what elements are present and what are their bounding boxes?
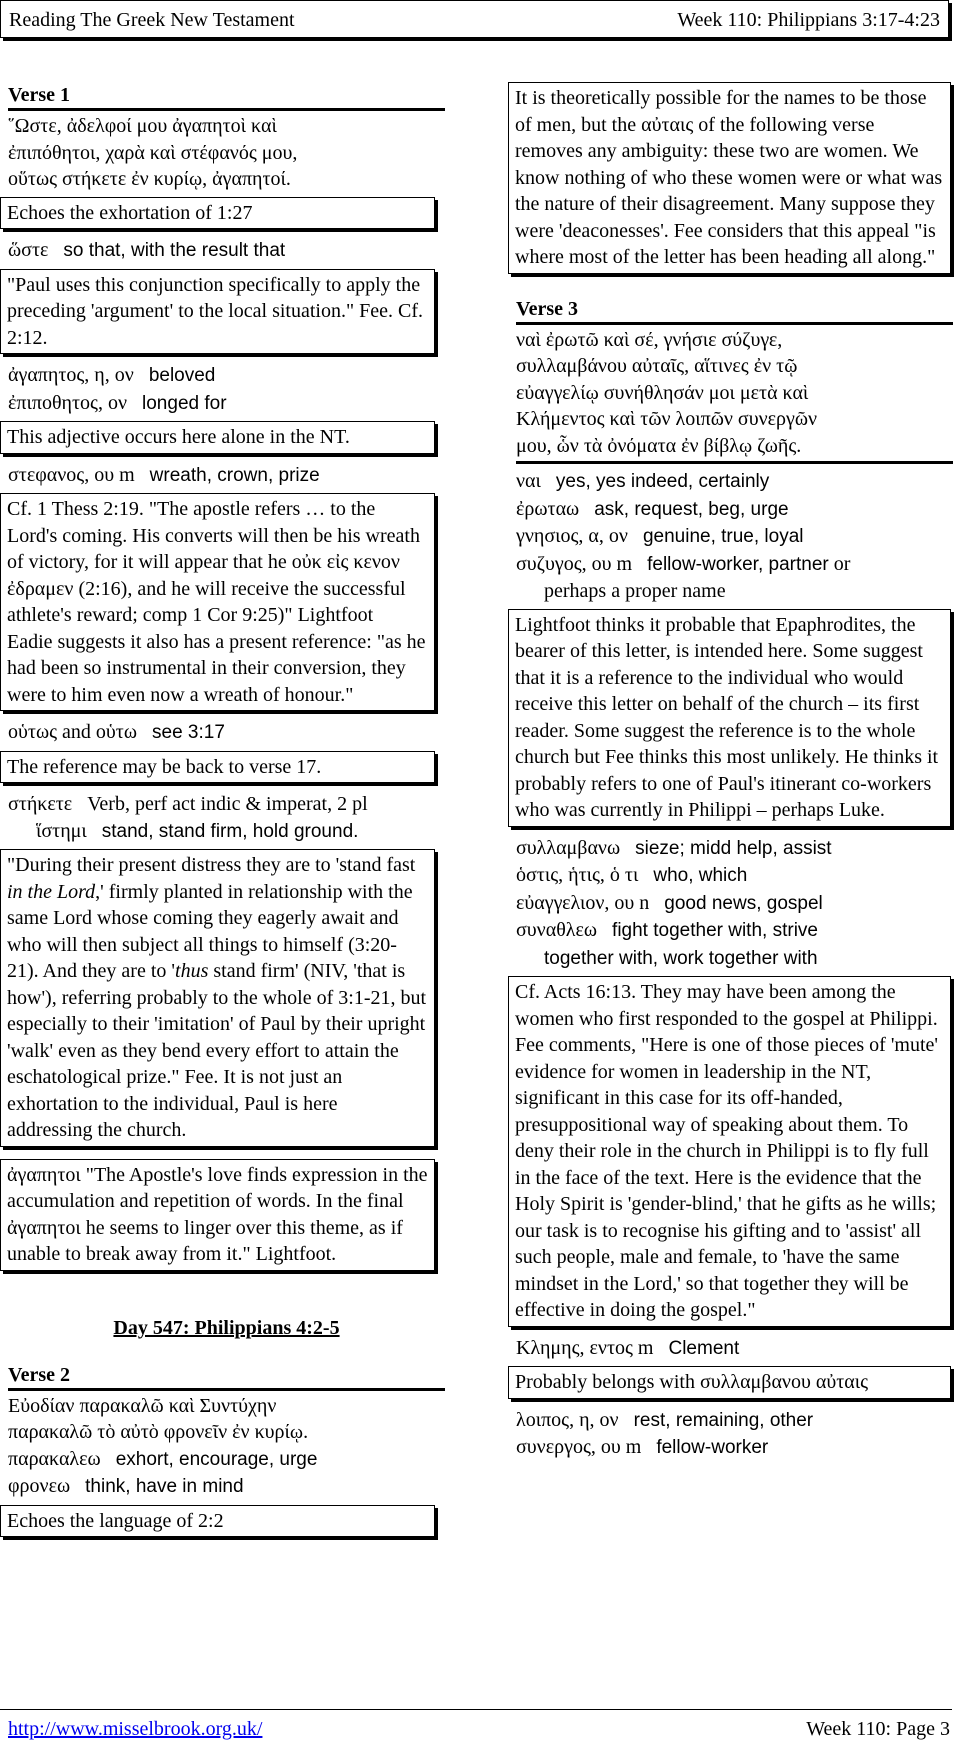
greek-line: ναὶ ἐρωτῶ καὶ σέ, γνήσιε σύζυγε, [516,328,783,351]
vocab-greek: ὁστις, ἡτις, ὁ τι [516,864,639,886]
left-column [8,84,445,1545]
note-text: stand firm' (NIV, 'that is how'), referring probably to the whole of 3:1-21, but especially to their 'imitation' of Paul by their upright 'walk' even as they bend every effort to attain the eschatological prize." Fee. It is not just an exhortation to the individual, Paul is here addressing the church. [7,960,427,1141]
greek-line: ῞Ωστε, ἀδελφοί μου ἀγαπητοὶ καὶ [8,115,277,137]
note-box: The reference may be back to verse 17. [0,751,435,784]
note-box [0,1159,435,1271]
vocab-entry [516,551,953,579]
verse-heading: Verse 3 [516,298,953,325]
vocab-entry [8,791,445,818]
vocab-gloss: beloved [148,365,216,386]
vocab-gloss: think, have in mind [85,1476,244,1497]
vocab-entry [516,862,953,890]
vocab-gloss-midd: midd help, assist [684,837,832,859]
note-box: This adjective occurs here alone in the NT. [0,421,435,454]
header-week: Week 110: Philippians 3:17-4:23 [677,9,940,31]
vocab-greek: λοιπος, η, ον [516,1408,619,1431]
vocab-gloss: so that, with the result that [63,240,286,261]
note-text: Eadie suggests it also has a present reference: "as he had been so instrumental in their conversion, they were to him even now a wreath of honour." [7,630,426,706]
vocab-greek: εὐαγγελιον, ου n [516,891,650,914]
vocab-gloss: stand, stand firm, hold ground. [101,820,359,842]
vocab-entry [516,1335,953,1363]
vocab-greek: ναι [516,470,541,492]
footer-page-number: Week 110: Page 3 [806,1718,950,1740]
right-column [516,84,953,1462]
vocab-entry [8,1473,445,1501]
vocab-greek: συναθλεω [516,919,598,941]
vocab-parse: Verb, perf act indic & imperat, 2 pl [87,793,368,815]
greek-line: εὐαγγελίῳ συνήθλησάν μοι μετὰ καὶ [516,381,809,404]
greek-line: μου, ὧν τὰ ὀνόματα ἐν βίβλῳ ζωῆς. [516,434,802,457]
greek-text [516,327,953,460]
note-text: Cf. 1 Thess 2:19. "The apostle refers … to the Lord's coming. His converts will then be his wreath of victory, for it will appear that he [7,498,420,573]
note-box: Echoes the language of 2:2 [0,1505,435,1538]
greek-line: Εὐοδίαν παρακαλῶ καὶ Συντύχην [8,1394,277,1417]
note-greek: οὐκ εἰς κενον ἐδραμεν [7,551,400,600]
vocab-entry [516,1407,953,1435]
vocab-greek: οὑτως and οὑτω [8,721,138,743]
vocab-gloss: wreath, crown, prize [149,464,320,486]
note-greek: συλλαμβανου αὐταις [700,1371,869,1393]
vocab-greek: ὥστε [8,239,49,261]
note-box [0,849,435,1147]
greek-line: ἐπιπόθητοι, χαρὰ καὶ στέφανός μου, [8,141,298,164]
day-heading: Day 547: Philippians 4:2-5 [113,1316,340,1339]
vocab-greek: ἐρωταω [516,497,580,520]
verse-heading: Verse 2 [8,1364,445,1391]
vocab-gloss: fellow-worker, partner [647,553,829,575]
note-italic: thus [175,960,209,982]
vocab-gloss: see 3:17 [152,722,225,743]
note-text: (2:16), and he will receive the successful athlete's reward; comp 1 Cor 9:25)" Lightfoot [7,577,406,626]
note-box [508,1366,951,1399]
vocab-gloss: ask, request, beg, urge [594,498,789,520]
vocab-gloss: fight together with, strive [612,920,818,941]
vocab-greek: συλλαμβανω [516,836,621,859]
vocab-greek: ἀγαπητος, η, ον [8,364,134,386]
note-text: ,' firmly planted in relationship with the same Lord whose coming they eagerly await and who will then subject all things to himself (3:20-21). And they are to ' [7,880,413,982]
vocab-entry [8,462,445,490]
vocab-gloss: rest, remaining, other [633,1409,814,1431]
vocab-greek: φρονεω [8,1475,71,1497]
footer-rule [0,1709,952,1710]
vocab-greek: Κλημης, εντος m [516,1336,654,1359]
vocab-entry [8,237,445,265]
note-box: Cf. Acts 16:13. They may have been among the women who first responded to the gospel at Philippi. Fee comments, "Here is one of those pieces of 'mute' evidence for women in leadership in the NT, significant in this case for its off-handed, presuppositional way of speaking about them. To deny their role in the church in Philippi is to fly full in the face of the text. Here is the evidence that the Holy Spirit is 'gender-blind,' that he gifts as he wills; our task is to recognise his gifting and to 'assist' all such people, male and female, to 'have the same mindset in the Lord,' so that together they will be effective in doing the gospel." [508,976,951,1327]
vocab-entry [516,945,953,973]
vocab-or: or [828,552,851,575]
note-box: Lightfoot thinks it probable that Epaphrodites, the bearer of this letter, is intended here. Some suggest that it is a reference to the individual who would receive this letter on behalf of the church – its first reader. Some suggest the reference is to the whole church but Fee thinks this most unlikely. He thinks it probably refers to one of Paul's itinerant co-workers who was currently in Philippi – perhaps Luke. [508,609,951,827]
vocab-greek: ἐπιποθητος, ον [8,391,128,414]
note-text: Probably belongs with [515,1371,700,1393]
vocab-greek: στήκετε [8,793,73,815]
vocab-entry [8,362,445,390]
note-box [0,493,435,711]
vocab-greek: παρακαλεω [8,1447,101,1470]
vocab-gloss: perhaps a proper name [544,580,726,602]
vocab-entry [8,719,445,747]
footer-link[interactable]: http://www.misselbrook.org.uk/ [8,1718,263,1740]
vocab-entry [516,890,953,918]
vocab-gloss: exhort, encourage, urge [115,1448,318,1470]
vocab-gloss: good news, gospel [664,892,823,914]
vocab-gloss: sieze; [635,837,685,859]
note-box: Echoes the exhortation of 1:27 [0,197,435,230]
greek-text [8,1393,445,1446]
vocab-entry [516,523,953,551]
note-greek: ἀγαπητοι [7,1216,81,1239]
vocab-entry [516,917,953,945]
vocab-gloss: fellow-worker [656,1437,769,1458]
note-text: of the following verse removes any ambiguity: these two are women. We know nothing of who these women were or what was the nature of their disagreement. Many suppose they were 'deaconesses'. Fee considers that this appeal "is where most of the letter has been heading all along." [515,113,943,268]
vocab-entry [516,835,953,863]
vocab-greek: συνεργος, ου m [516,1436,642,1458]
vocab-gloss: Clement [668,1337,740,1359]
greek-line: συλλαμβάνου αὐταῖς, αἵτινες ἐν τῷ [516,355,798,377]
note-text: "The Apostle's love finds expression in the accumulation and repetition of words. In the final [7,1163,428,1212]
divider [516,461,953,464]
vocab-entry [8,818,445,846]
note-greek: ἀγαπητοι [7,1163,81,1186]
vocab-entry [8,1446,445,1474]
vocab-entry [516,1434,953,1462]
vocab-entry [516,578,953,605]
vocab-entry [516,496,953,524]
greek-text [8,113,445,193]
note-greek: αὐταις [641,113,694,136]
page-header [0,0,949,38]
note-text: he seems to linger over this theme, as if unable to break away from it." Lightfoot. [7,1216,403,1265]
note-box: "Paul uses this conjunction specifically to apply the preceding 'argument' to the local situation." Fee. Cf. 2:12. [0,269,435,355]
header-title: Reading The Greek New Testament [9,9,295,31]
vocab-gloss: genuine, true, loyal [642,526,804,547]
greek-line: Κλήμεντος καὶ τῶν λοιπῶν συνεργῶν [516,408,818,430]
vocab-gloss: longed for [142,392,227,414]
note-text: "During their present distress they are to 'stand fast [7,854,416,876]
greek-line: οὕτως στήκετε ἐν κυρίῳ, ἀγαπητοί. [8,168,291,190]
vocab-entry [8,390,445,418]
vocab-entry [516,468,953,496]
note-italic: in the Lord [7,880,96,903]
vocab-gloss: yes, yes indeed, certainly [555,471,770,492]
vocab-greek: στεφανος, ου m [8,463,135,486]
vocab-greek: ἵστημι [36,819,87,842]
vocab-gloss: who, which [653,865,748,886]
greek-line: παρακαλῶ τὸ αὐτὸ φρονεῖν ἐν κυρίῳ. [8,1421,309,1443]
vocab-greek: συζυγος, ου m [516,552,633,575]
verse-heading: Verse 1 [8,84,445,111]
vocab-gloss: together with, work together with [544,947,818,969]
note-box [508,82,951,274]
note-text: It is theoretically possible for the names to be those of men, but the [515,87,927,136]
vocab-greek: γνησιος, α, ον [516,525,628,547]
